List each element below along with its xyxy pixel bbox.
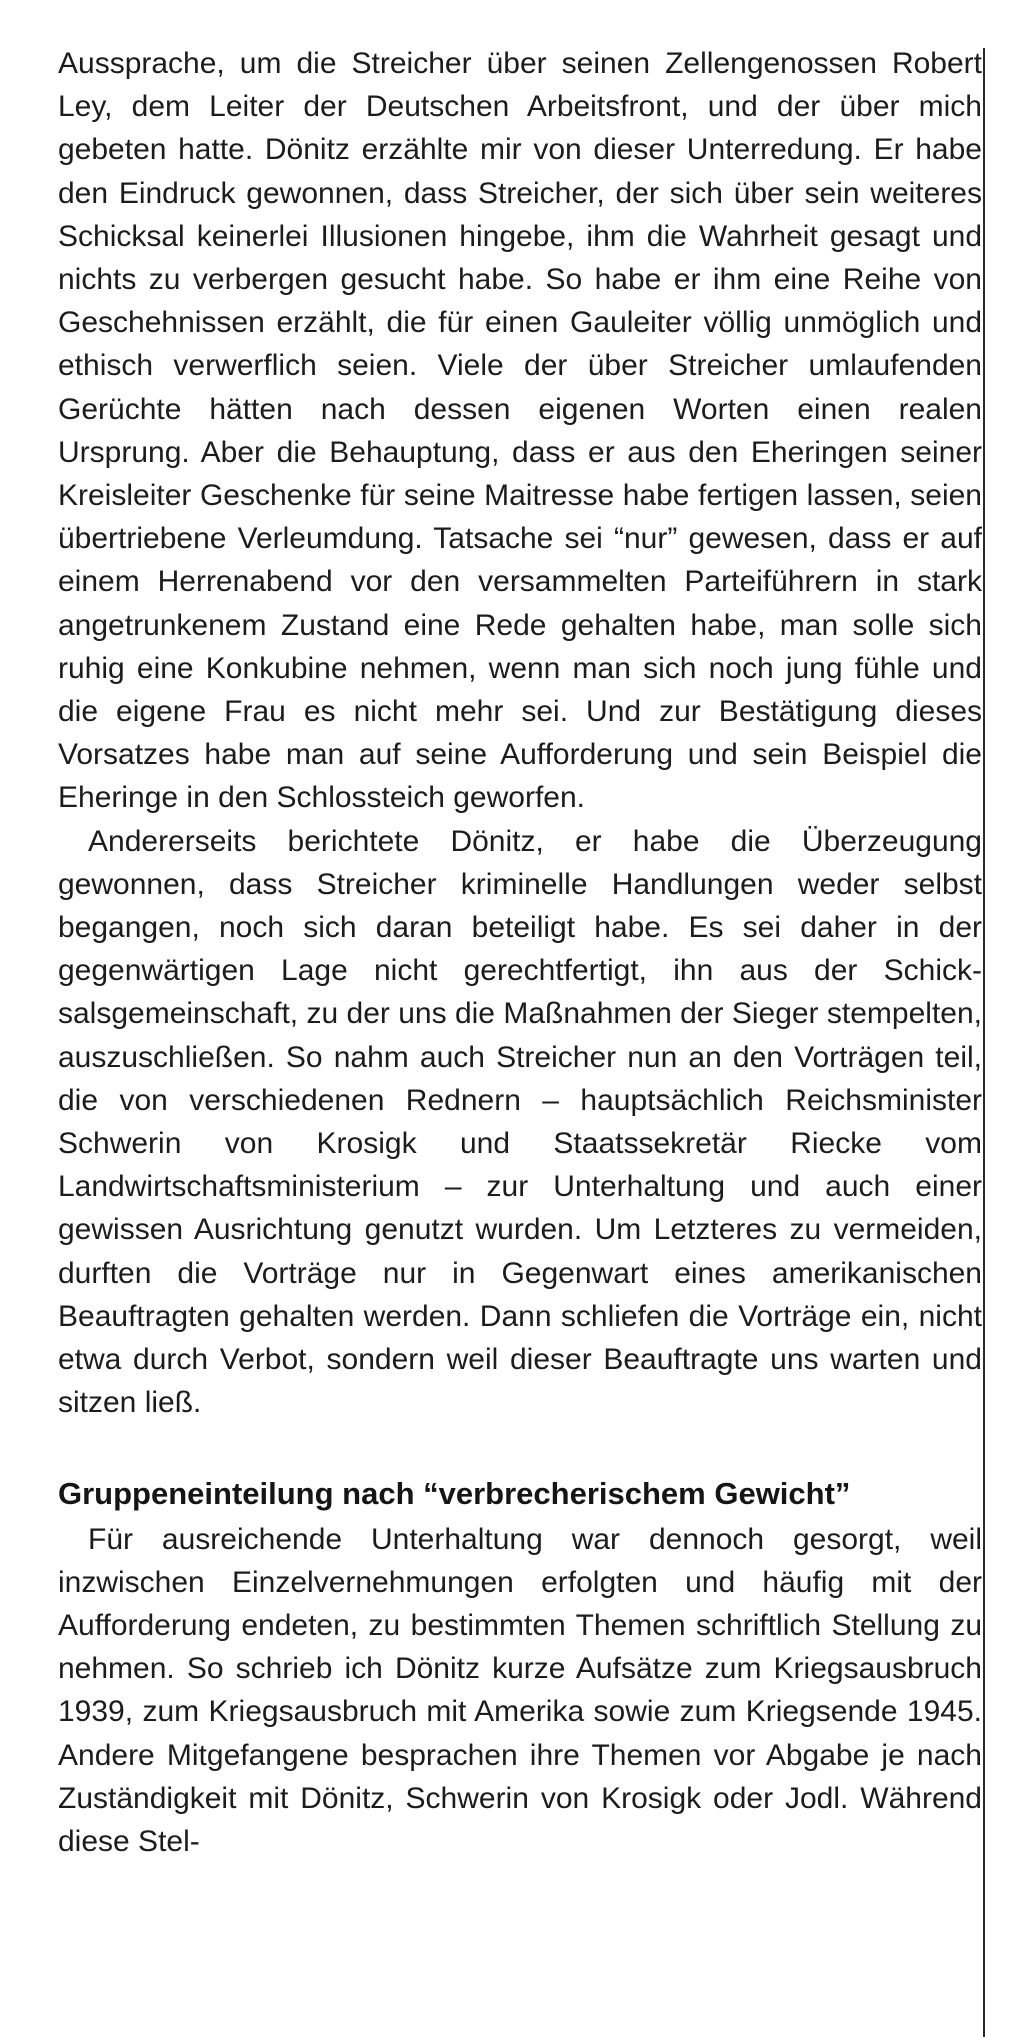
paragraph-doenitz-report: Andererseits berichtete Dönitz, er habe die Überzeugung gewonnen, dass Streicher kriminelle Handlungen weder selbst begangen, noch sich daran beteiligt habe. Es sei daher in der gegenwärtigen Lage nicht gerechtfertigt, ihn aus der Schicksalsgemeinschaft, zu der uns die Maßnahmen der Sieger stempelten, auszuschließen. So nahm auch Streicher nun an den Vorträgen teil, die von verschiedenen Rednern – hauptsächlich Reichsminister Schwerin von Krosigk und Staatssekretär Riecke vom Landwirtschaftsministerium – zur Unterhaltung und auch einer gewissen Ausrichtung genutzt wurden. Um Letzteres zu vermeiden, durften die Vorträge nur in Gegenwart eines amerikanischen Beauftragten gehalten werden. Dann schliefen die Vorträge ein, nicht etwa durch Verbot, sondern weil dieser Beauftragte uns warten und sitzen ließ.: [58, 824, 982, 1420]
paragraph-interrogations: Für ausreichende Unterhaltung war dennoch gesorgt, weil inzwischen Einzelvernehmungen erfolgten und häufig mit der Aufforderung endeten, zu bestimmten Themen schriftlich Stellung zu nehmen. So schrieb ich Dönitz kurze Aufsätze zum Kriegsausbruch 1939, zum Kriegsausbruch mit Amerika sowie zum Kriegsende 1945. Andere Mitgefangene besprachen ihre Themen vor Abgabe je nach Zuständigkeit mit Dönitz, Schwerin von Krosigk oder Jodl. Während diese Stel-: [58, 1522, 982, 1858]
text-column: [58, 42, 982, 1863]
section-heading: Gruppeneinteilung nach “verbrecherischem Gewicht”: [58, 1475, 851, 1511]
paragraph-streicher-conversation: Aussprache, um die Streicher über seinen Zellengenossen Robert Ley, dem Leiter der Deutschen Arbeitsfront, und der über mich gebeten hatte. Dönitz erzählte mir von dieser Unterredung. Er habe den Eindruck gewonnen, dass Streicher, der sich über sein weiteres Schicksal keinerlei Illusionen hingebe, ihm die Wahrheit gesagt und nichts zu verbergen gesucht habe. So habe er ihm eine Reihe von Geschehnissen erzählt, die für einen Gauleiter völlig unmöglich und ethisch verwerflich seien. Viele der über Streicher umlaufenden Gerüchte hätten nach dessen eigenen Worten einen realen Ursprung. Aber die Behauptung, dass er aus den Eheringen seiner Kreisleiter Geschenke für seine Maitresse habe fertigen lassen, seien übertriebene Verleumdung. Tatsache sei “nur” gewesen, dass er auf einem Herrenabend vor den versammelten Parteiführern in stark angetrunkenem Zustand eine Rede gehalten habe, man solle sich ruhig eine Konkubine nehmen, wenn man sich noch jung fühle und die eigene Frau es nicht mehr sei. Und zur Bestätigung dieses Vorsatzes habe man auf seine Aufforderung und sein Beispiel die Eheringe in den Schlossteich geworfen.: [58, 47, 982, 815]
margin-rule: [983, 48, 985, 2037]
